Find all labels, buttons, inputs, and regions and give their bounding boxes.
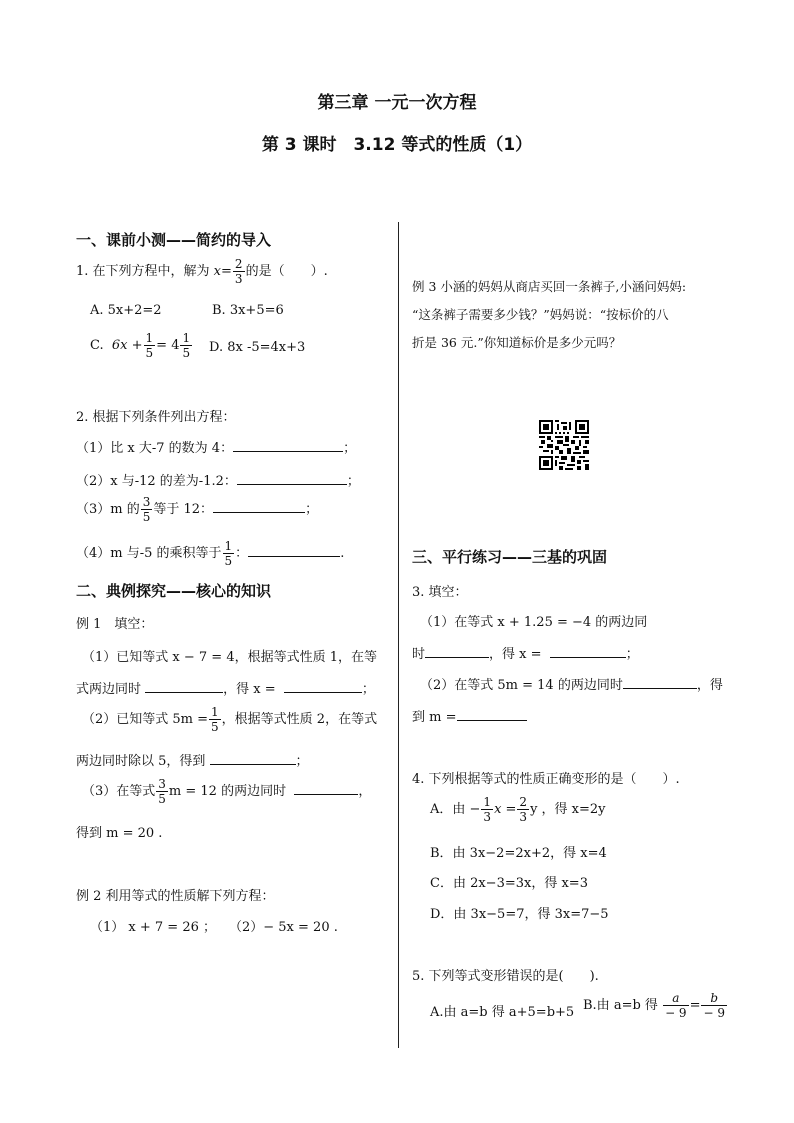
chapter-title: 第三章 一元一次方程 (317, 93, 477, 113)
section-1-heading: 一、课前小测——简约的导入 (76, 231, 272, 249)
example-2-stem: 例 2 利用等式的性质解下列方程： (76, 889, 275, 904)
example-3-line-2: “这条裤子需要多少钱？”妈妈说：“按标价的八 (412, 307, 669, 322)
answer-blank[interactable] (425, 645, 489, 658)
question-2-stem: 2. 根据下列条件列出方程： (76, 410, 236, 425)
answer-blank[interactable] (550, 645, 626, 658)
option-b: B. 3x+5=6 (212, 303, 284, 318)
example-2-equations: （1） x + 7 = 26 ； （2）− 5x = 20 . (90, 920, 338, 935)
answer-blank[interactable] (284, 680, 362, 693)
question-3-line-1: （1）在等式 x + 1.25 = −4 的两边同 (420, 615, 648, 630)
answer-blank[interactable] (233, 439, 343, 452)
example-3-line-3: 折是 36 元.”你知道标价是多少元吗？ (412, 335, 622, 350)
example-1-line-2: 式两边同时 ，得 x = ； (76, 682, 375, 697)
option-d: D. 8x -5=4x+3 (209, 340, 306, 355)
q4-option-d: D．由 3x−5=7，得 3x=7−5 (430, 907, 609, 922)
question-2-item-1: （1）比 x 大-7 的数为 4： ； (76, 441, 357, 456)
answer-blank[interactable] (145, 680, 223, 693)
column-divider (398, 222, 399, 1048)
section-2-heading: 二、典例探究——核心的知识 (76, 582, 272, 600)
question-2-item-2: （2）x 与-12 的差为-1.2： ； (76, 474, 360, 489)
answer-blank[interactable] (457, 708, 527, 721)
example-1-stem: 例 1 填空： (76, 617, 154, 632)
q4-option-c: C．由 2x−3=3x，得 x=3 (430, 876, 588, 891)
question-3-line-2: 时 ，得 x = ； (412, 647, 639, 662)
section-3-heading: 三、平行练习——三基的巩固 (412, 548, 608, 566)
option-c: C. 6x + $\frac{1}{5}$ = 4 $\frac{1}{5}$ (90, 331, 191, 360)
answer-blank[interactable] (623, 676, 697, 689)
example-1-line-3: （2）已知等式 5m = $\frac{1}{5}$ ，根据等式性质 2，在等式 (82, 705, 378, 734)
q5-option-b: B.由 a=b 得 $\frac{a}{- 9}$ = $\frac{b}{- 9}$ (583, 991, 725, 1020)
question-1-stem: 1. 在下列方程中，解为 x= $\frac{2}{3}$ 的是（ ）. (76, 257, 328, 286)
question-2-item-4: （4）m 与-5 的乘积等于 $\frac{1}{5}$ ： . (76, 539, 345, 568)
lesson-title: 第 3 课时 3.12 等式的性质（1） (261, 135, 533, 155)
example-1-line-4: 两边同时除以 5，得到 ； (76, 754, 309, 769)
example-1-line-6: 得到 m = 20 . (76, 826, 163, 841)
question-4-stem: 4. 下列根据等式的性质正确变形的是（ ）. (412, 772, 680, 787)
answer-blank[interactable] (248, 544, 340, 557)
question-3-stem: 3. 填空： (412, 585, 468, 600)
answer-blank[interactable] (213, 500, 305, 513)
answer-blank[interactable] (237, 472, 347, 485)
option-a: A. 5x+2=2 (90, 303, 162, 318)
question-5-stem: 5. 下列等式变形错误的是( ). (412, 969, 599, 984)
q4-option-b: B．由 3x−2=2x+2，得 x=4 (430, 846, 607, 861)
fraction: $\frac{2}{3}$ (234, 257, 243, 286)
q5-option-a: A.由 a=b 得 a+5=b+5 (430, 1005, 575, 1020)
question-3-line-3: （2）在等式 5m = 14 的两边同时 ，得 (420, 678, 723, 693)
example-3-line-1: 例 3 小涵的妈妈从商店买回一条裤子,小涵问妈妈: (412, 279, 687, 294)
qr-code (539, 420, 589, 470)
question-2-item-3: （3）m 的 $\frac{3}{5}$ 等于 12： ； (76, 495, 319, 524)
example-1-line-1: （1）已知等式 x − 7 = 4，根据等式性质 1，在等 (82, 650, 377, 665)
q4-option-a: A．由 − $\frac{1}{3}$ x = $\frac{2}{3}$ y ，得 x=2y (430, 795, 606, 824)
answer-blank[interactable] (210, 752, 296, 765)
example-1-line-5: （3）在等式 $\frac{3}{5}$ m = 12 的两边同时 ， (82, 777, 372, 806)
answer-blank[interactable] (294, 782, 358, 795)
question-3-line-4: 到 m = (412, 706, 527, 725)
